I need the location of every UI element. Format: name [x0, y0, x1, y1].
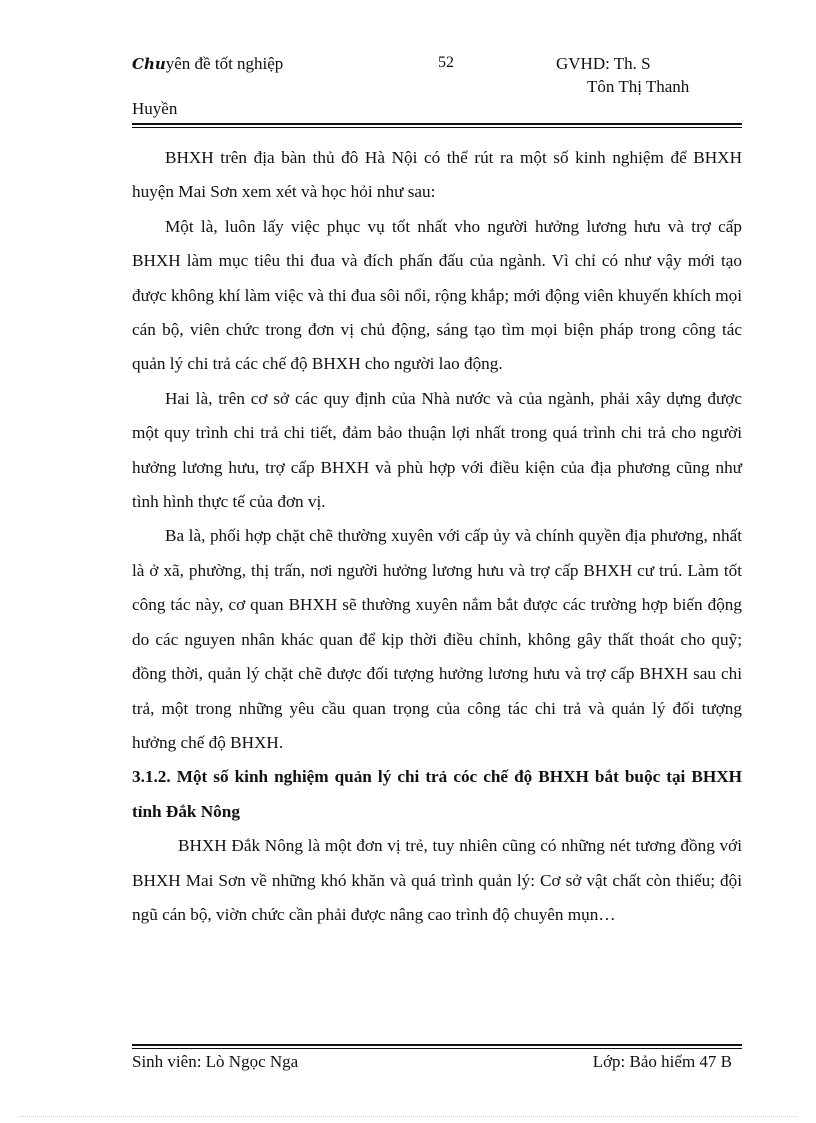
footer-student: Sinh viên: Lò Ngọc Nga — [132, 1052, 299, 1071]
footer-rule-thin — [132, 1048, 742, 1049]
document-body — [132, 141, 742, 932]
paragraph: Ba là, phối hợp chặt chẽ thường xuyên với cấp ủy và chính quyền địa phương, nhất là ở xã, phường, thị trấn, nơi người hưởng lương hưu và trợ cấp BHXH cư trú. Làm tốt công tác này, cơ quan BHXH sẽ thường xuyên nắm bắt được các trường hợp biến động do các nguyen nhân khác quan để kịp thời điều chỉnh, không gây thất thoát cho quỹ; đồng thời, quản lý chặt chẽ được đối tượng hưởng lương hưu và trợ cấp BHXH sau chi trả, một trong những yêu cầu quan trọng của công tác chi trả và quản lý đối tượng hưởng chế độ BHXH. — [132, 526, 742, 752]
header-title-text: yên đề tốt nghiệp — [165, 54, 284, 73]
footer-rule — [132, 1044, 742, 1046]
paragraph: Một là, luôn lấy việc phục vụ tốt nhất vho người hưởng lương hưu và trợ cấp BHXH làm mục tiêu thi đua và đích phấn đấu của ngành. Vì chỉ có như vậy mới tạo được không khí làm việc và thi đua sôi nổi, rộng khắp; mới động viên khuyến khích mọi cán bộ, viên chức trong đơn vị chủ động, sáng tạo tìm mọi biện pháp trong công tác quản lý chi trả các chế độ BHXH cho người lao động. — [132, 216, 742, 374]
paragraph: Hai là, trên cơ sở các quy định của Nhà nước và của ngành, phải xây dựng được một quy trình chi trả chi tiết, đảm bảo thuận lợi nhất trong quá trình chi trả cho người hưởng lương hưu, trợ cấp BHXH và phù hợp với điều kiện của địa phương cũng như tình hình thực tế của đơn vị. — [132, 388, 742, 512]
footer-class: Lớp: Bảo hiểm 47 B — [592, 1052, 732, 1071]
advisor-name: Tôn Thị Thanh — [587, 77, 690, 96]
page-edge-divider — [20, 1116, 796, 1117]
header-title — [132, 54, 283, 74]
header-rule-thin — [132, 127, 742, 128]
paragraph: BHXH Đắk Nông là một đơn vị trẻ, tuy nhiên cũng có những nét tương đồng với BHXH Mai Sơn về những khó khăn và quá trình quản lý: Cơ sở vật chất còn thiếu; đội ngũ cán bộ, viờn chức cần phải được nâng cao trình độ chuyên mụn… — [132, 836, 742, 924]
advisor-label: GVHD: Th. S — [556, 54, 651, 73]
header-title-script: Chu — [132, 55, 166, 73]
page-number: 52 — [438, 54, 454, 71]
section-heading: 3.1.2. Một số kinh nghiệm quản lý chi trả cóc chế độ BHXH bắt buộc tại BHXH tỉnh Đắk Nông — [132, 767, 742, 821]
header-title-line2: Huyền — [132, 99, 178, 118]
header-rule — [132, 123, 742, 125]
paragraph: BHXH trên địa bàn thủ đô Hà Nội có thể rút ra một số kinh nghiệm để BHXH huyện Mai Sơn xem xét và học hỏi như sau: — [132, 148, 742, 202]
